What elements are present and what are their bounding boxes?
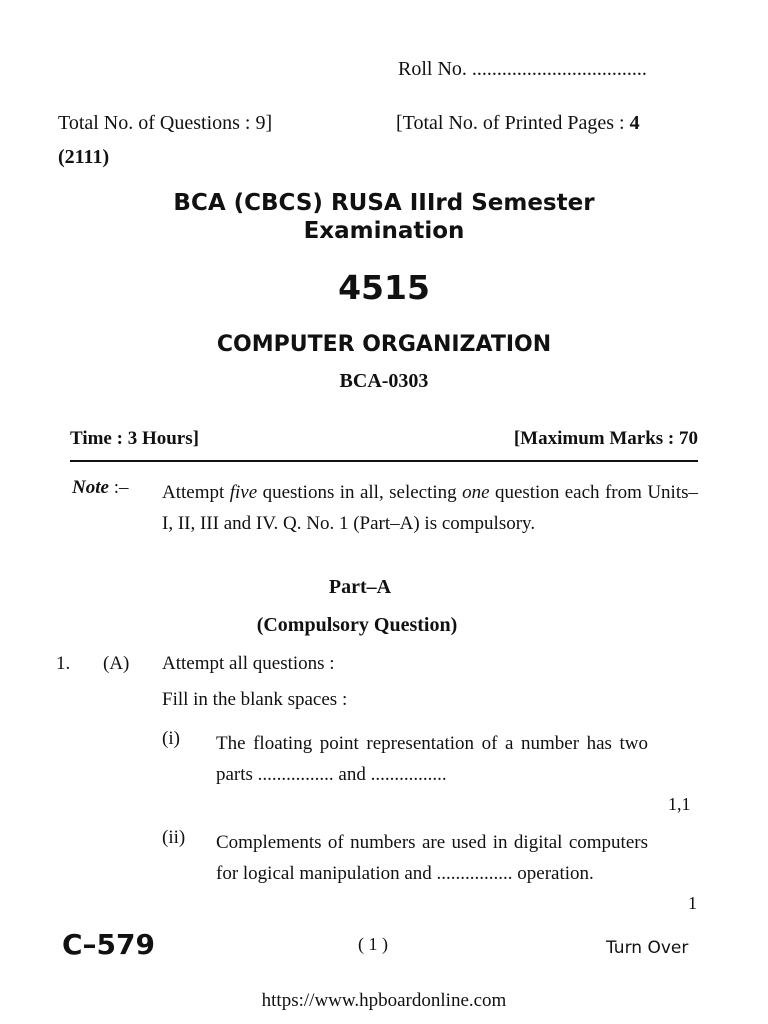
question-part-label: (A) — [103, 653, 130, 674]
question-number: 1. — [56, 653, 71, 674]
paper-number: 4515 — [338, 268, 430, 307]
total-questions: Total No. of Questions : 9] — [58, 112, 273, 134]
paper-code: (2111) — [58, 146, 110, 168]
page-number: ( 1 ) — [358, 934, 388, 954]
course-code: BCA-0303 — [339, 370, 429, 392]
item-number: (i) — [162, 728, 180, 749]
note-label: Note :– — [72, 477, 129, 498]
fill-blanks-instruction: Fill in the blank spaces : — [162, 689, 348, 710]
item-marks: 1 — [688, 893, 697, 913]
exam-title-line2: Examination — [303, 218, 465, 244]
total-printed-pages: [Total No. of Printed Pages : 4 — [396, 112, 640, 134]
maximum-marks: [Maximum Marks : 70 — [513, 428, 698, 449]
item-number: (ii) — [162, 827, 186, 848]
divider-line — [70, 460, 698, 462]
exam-title-line1: BCA (CBCS) RUSA IIIrd Semester — [173, 190, 595, 216]
subject-title: COMPUTER ORGANIZATION — [216, 332, 552, 357]
part-a-heading: Part–A — [328, 576, 392, 598]
turn-over: Turn Over — [606, 938, 689, 958]
item-marks: 1,1 — [668, 794, 691, 814]
item-text: The floating point representation of a number has two parts ................ and ................ — [216, 733, 648, 785]
item-text: Complements of numbers are used in digital computers for logical manipulation and ................ operation. — [216, 832, 648, 884]
watermark-url[interactable]: https://www.hpboardonline.com — [261, 990, 507, 1011]
roll-number-line: Roll No. ................................... — [398, 58, 647, 80]
note-text: Attempt five questions in all, selecting one question each from Units–I, II, III and IV. Q. No. 1 (Part–A) is compulsory. — [162, 482, 698, 534]
compulsory-question-heading: (Compulsory Question) — [256, 614, 458, 636]
time-allowed: Time : 3 Hours] — [70, 428, 199, 449]
question-instruction: Attempt all questions : — [162, 653, 335, 674]
paper-footer-code: C–579 — [62, 928, 155, 961]
